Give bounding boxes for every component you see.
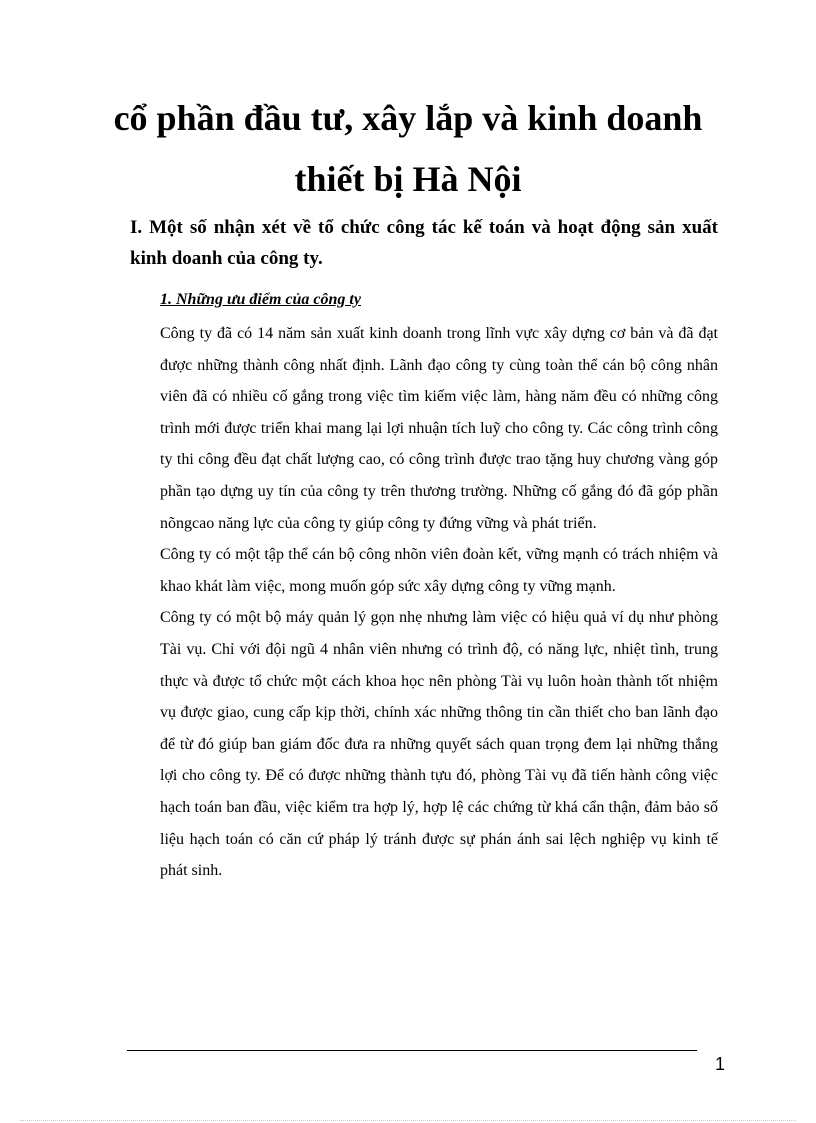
page-number: 1 — [715, 1054, 726, 1074]
page-bottom-border — [20, 1120, 796, 1121]
paragraph: Công ty đã có 14 năm sản xuất kinh doanh trong lĩnh vực xây dựng cơ bản và đã đạt được những thành công nhất định. Lãnh đạo công ty cùng toàn thể cán bộ công nhân viên đã có nhiều cố gắng trong việc tìm kiếm việc làm, hàng năm đều có những công trình mới được triển khai mang lại lợi nhuận tích luỹ cho công ty. Các công trình công ty thi công đều đạt chất lượng cao, có công trình được trao tặng huy chương vàng góp phần tạo dựng uy tín của công ty trên thương trường. Những cố gắng đó đã góp phần nõngcao năng lực của công ty giúp công ty đứng vững và phát triển. — [160, 325, 718, 532]
document-title-line-2: thiết bị Hà Nội — [294, 159, 522, 199]
subheading: 1. Những ưu điểm của công ty — [160, 291, 361, 308]
document-title-line-1: cổ phần đầu tư, xây lắp và kinh doanh — [113, 98, 703, 138]
section-heading: I. Một số nhận xét về tổ chức công tác kế toán và hoạt động sản xuất kinh doanh của công ty. — [130, 217, 718, 269]
paragraph: Công ty có một tập thể cán bộ công nhõn viên đoàn kết, vững mạnh có trách nhiệm và khao khát làm việc, mong muốn góp sức xây dựng công ty vững mạnh. — [160, 546, 718, 595]
paragraph: Công ty có một bộ máy quản lý gọn nhẹ nhưng làm việc có hiệu quả ví dụ như phòng Tài vụ. Chỉ với đội ngũ 4 nhân viên nhưng có trình độ, có năng lực, nhiệt tình, trung thực và được tổ chức một cách khoa học nên phòng Tài vụ luôn hoàn thành tốt nhiệm vụ được giao, cung cấp kịp thời, chính xác những thông tin cần thiết cho ban lãnh đạo để từ đó giúp ban giám đốc đưa ra những quyết sách quan trọng đem lại những thắng lợi cho công ty. Để có được những thành tựu đó, phòng Tài vụ đã tiến hành công việc hạch toán ban đầu, việc kiểm tra hợp lý, hợp lệ các chứng từ khá cẩn thận, đảm bảo số liệu hạch toán có căn cứ pháp lý tránh được sự phán ánh sai lệch nghiệp vụ kinh tế phát sinh. — [160, 609, 718, 880]
footer-rule — [127, 1050, 697, 1051]
body-text — [160, 318, 718, 887]
